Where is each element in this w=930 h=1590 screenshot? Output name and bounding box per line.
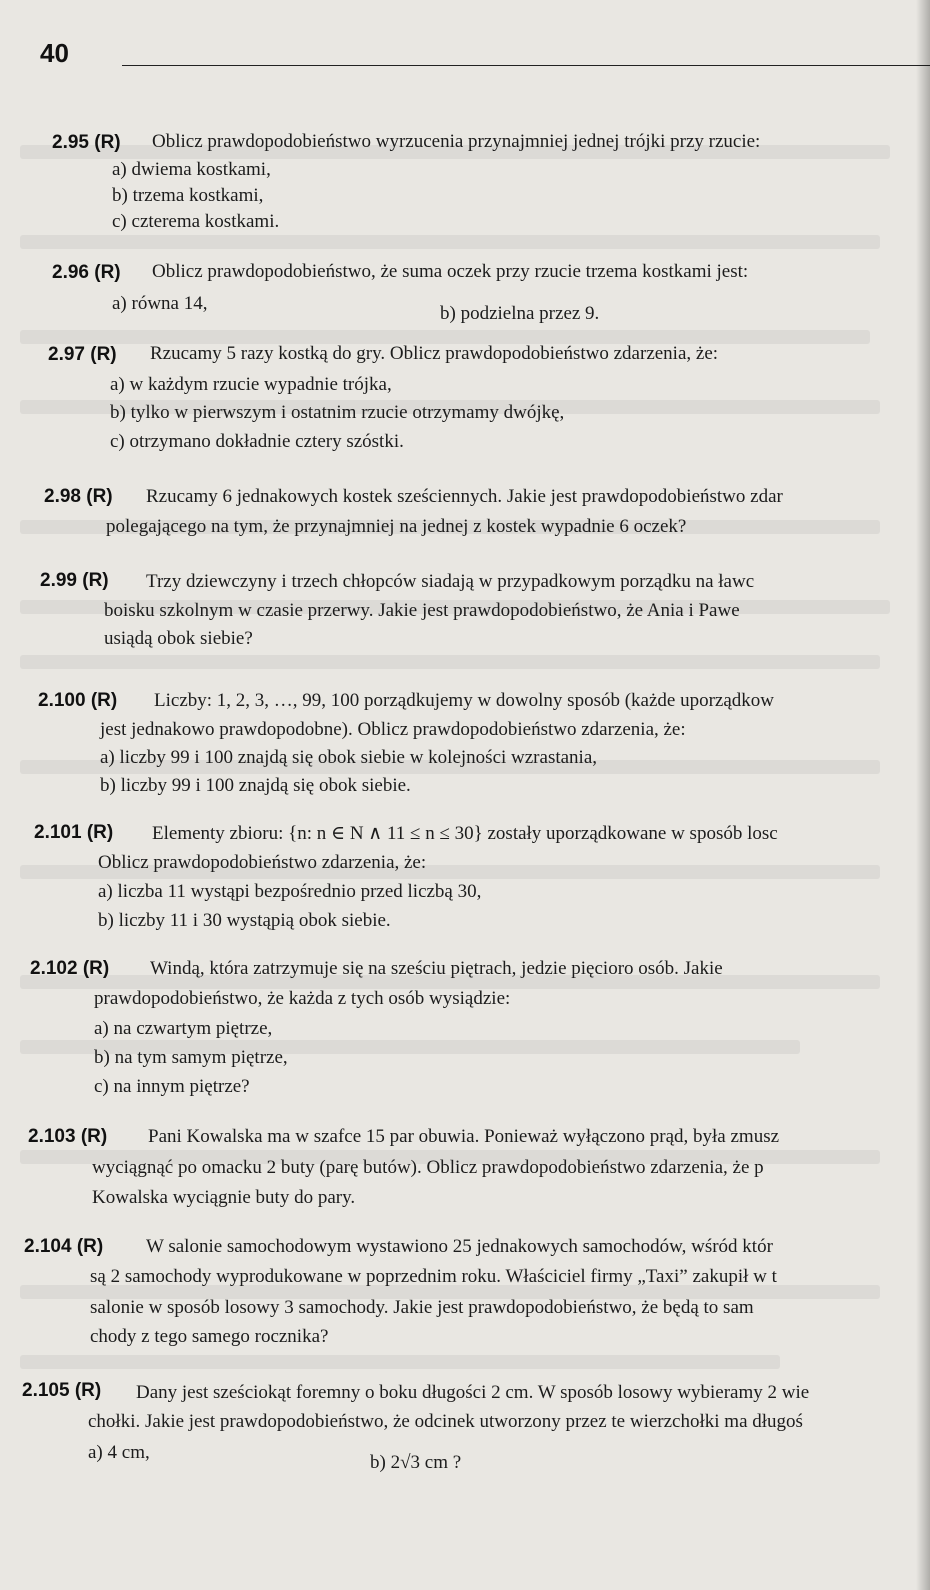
problem-text: Pani Kowalska ma w szafce 15 par obuwia. Ponieważ wyłączono prąd, była zmusz bbox=[148, 1126, 780, 1147]
problem-number: 2.104 (R) bbox=[24, 1236, 104, 1257]
page-binding-shadow bbox=[916, 0, 930, 1590]
problem-text: Elementy zbioru: {n: n ∈ N ∧ 11 ≤ n ≤ 30} zostały uporządkowane w sposób losc bbox=[152, 823, 778, 844]
problem-text: Rzucamy 6 jednakowych kostek sześciennych. Jakie jest prawdopodobieństwo zdar bbox=[146, 486, 783, 507]
problem-number: 2.100 (R) bbox=[38, 690, 118, 711]
problem-text: Windą, która zatrzymuje się na sześciu piętrach, jedzie pięcioro osób. Jakie bbox=[150, 958, 723, 979]
problem-text: prawdopodobieństwo, że każda z tych osób wysiądzie: bbox=[94, 988, 511, 1009]
option-a: a) równa 14, bbox=[112, 293, 208, 314]
option-b: b) trzema kostkami, bbox=[112, 185, 264, 206]
problem-text: chołki. Jakie jest prawdopodobieństwo, że odcinek utworzony przez te wierzchołki ma długoś bbox=[88, 1411, 803, 1432]
option-c: c) otrzymano dokładnie cztery szóstki. bbox=[110, 431, 404, 452]
option-a: a) liczba 11 wystąpi bezpośrednio przed liczbą 30, bbox=[98, 881, 482, 902]
problem-text: W salonie samochodowym wystawiono 25 jednakowych samochodów, wśród któr bbox=[146, 1236, 773, 1257]
problem-text: Rzucamy 5 razy kostką do gry. Oblicz prawdopodobieństwo zdarzenia, że: bbox=[150, 343, 719, 364]
problem-number: 2.95 (R) bbox=[52, 132, 121, 153]
option-a: a) dwiema kostkami, bbox=[112, 159, 271, 180]
problem-number: 2.99 (R) bbox=[40, 570, 109, 591]
problem-text: Dany jest sześciokąt foremny o boku długości 2 cm. W sposób losowy wybieramy 2 wie bbox=[136, 1382, 810, 1403]
problem-text: Liczby: 1, 2, 3, …, 99, 100 porządkujemy w dowolny sposób (każde uporządkow bbox=[154, 690, 775, 711]
problem-number: 2.98 (R) bbox=[44, 486, 113, 507]
problem-number: 2.102 (R) bbox=[30, 958, 110, 979]
option-a: a) w każdym rzucie wypadnie trójka, bbox=[110, 374, 392, 395]
option-b: b) tylko w pierwszym i ostatnim rzucie otrzymamy dwójkę, bbox=[110, 402, 565, 423]
problem-text: boisku szkolnym w czasie przerwy. Jakie jest prawdopodobieństwo, że Ania i Pawe bbox=[104, 600, 740, 621]
problem-number: 2.103 (R) bbox=[28, 1126, 108, 1147]
problem-text: salonie w sposób losowy 3 samochody. Jakie jest prawdopodobieństwo, że będą to sam bbox=[90, 1297, 754, 1318]
problem-text: są 2 samochody wyprodukowane w poprzednim roku. Właściciel firmy „Taxi” zakupił w t bbox=[90, 1266, 777, 1287]
problem-text: Oblicz prawdopodobieństwo, że suma oczek przy rzucie trzema kostkami jest: bbox=[152, 261, 749, 282]
option-c: c) na innym piętrze? bbox=[94, 1076, 250, 1097]
option-a: a) 4 cm, bbox=[88, 1442, 150, 1463]
problem-text: Trzy dziewczyny i trzech chłopców siadają w przypadkowym porządku na ławc bbox=[146, 571, 755, 592]
problem-text: Oblicz prawdopodobieństwo zdarzenia, że: bbox=[98, 852, 427, 873]
problem-number: 2.96 (R) bbox=[52, 262, 121, 283]
option-b: b) na tym samym piętrze, bbox=[94, 1047, 288, 1068]
page-number: 40 bbox=[40, 38, 69, 68]
problem-text: Kowalska wyciągnie buty do pary. bbox=[92, 1187, 356, 1208]
problem-text: usiądą obok siebie? bbox=[104, 628, 253, 649]
problem-text: jest jednakowo prawdopodobne). Oblicz prawdopodobieństwo zdarzenia, że: bbox=[100, 719, 686, 740]
option-a: a) na czwartym piętrze, bbox=[94, 1018, 273, 1039]
problem-number: 2.101 (R) bbox=[34, 822, 114, 843]
problem-text: polegającego na tym, że przynajmniej na jednej z kostek wypadnie 6 oczek? bbox=[106, 516, 687, 537]
problem-text: chody z tego samego rocznika? bbox=[90, 1326, 329, 1347]
problem-text: Oblicz prawdopodobieństwo wyrzucenia przynajmniej jednej trójki przy rzucie: bbox=[152, 131, 761, 152]
problem-number: 2.97 (R) bbox=[48, 344, 117, 365]
problem-text: wyciągnąć po omacku 2 buty (parę butów). Oblicz prawdopodobieństwo zdarzenia, że p bbox=[92, 1157, 764, 1178]
option-b: b) podzielna przez 9. bbox=[440, 303, 600, 324]
option-b: b) 2√3 cm ? bbox=[370, 1452, 462, 1473]
option-b: b) liczby 99 i 100 znajdą się obok siebie. bbox=[100, 775, 411, 796]
problem-number: 2.105 (R) bbox=[22, 1380, 102, 1401]
option-a: a) liczby 99 i 100 znajdą się obok siebie w kolejności wzrastania, bbox=[100, 747, 598, 768]
option-b: b) liczby 11 i 30 wystąpią obok siebie. bbox=[98, 910, 391, 931]
option-c: c) czterema kostkami. bbox=[112, 211, 280, 232]
